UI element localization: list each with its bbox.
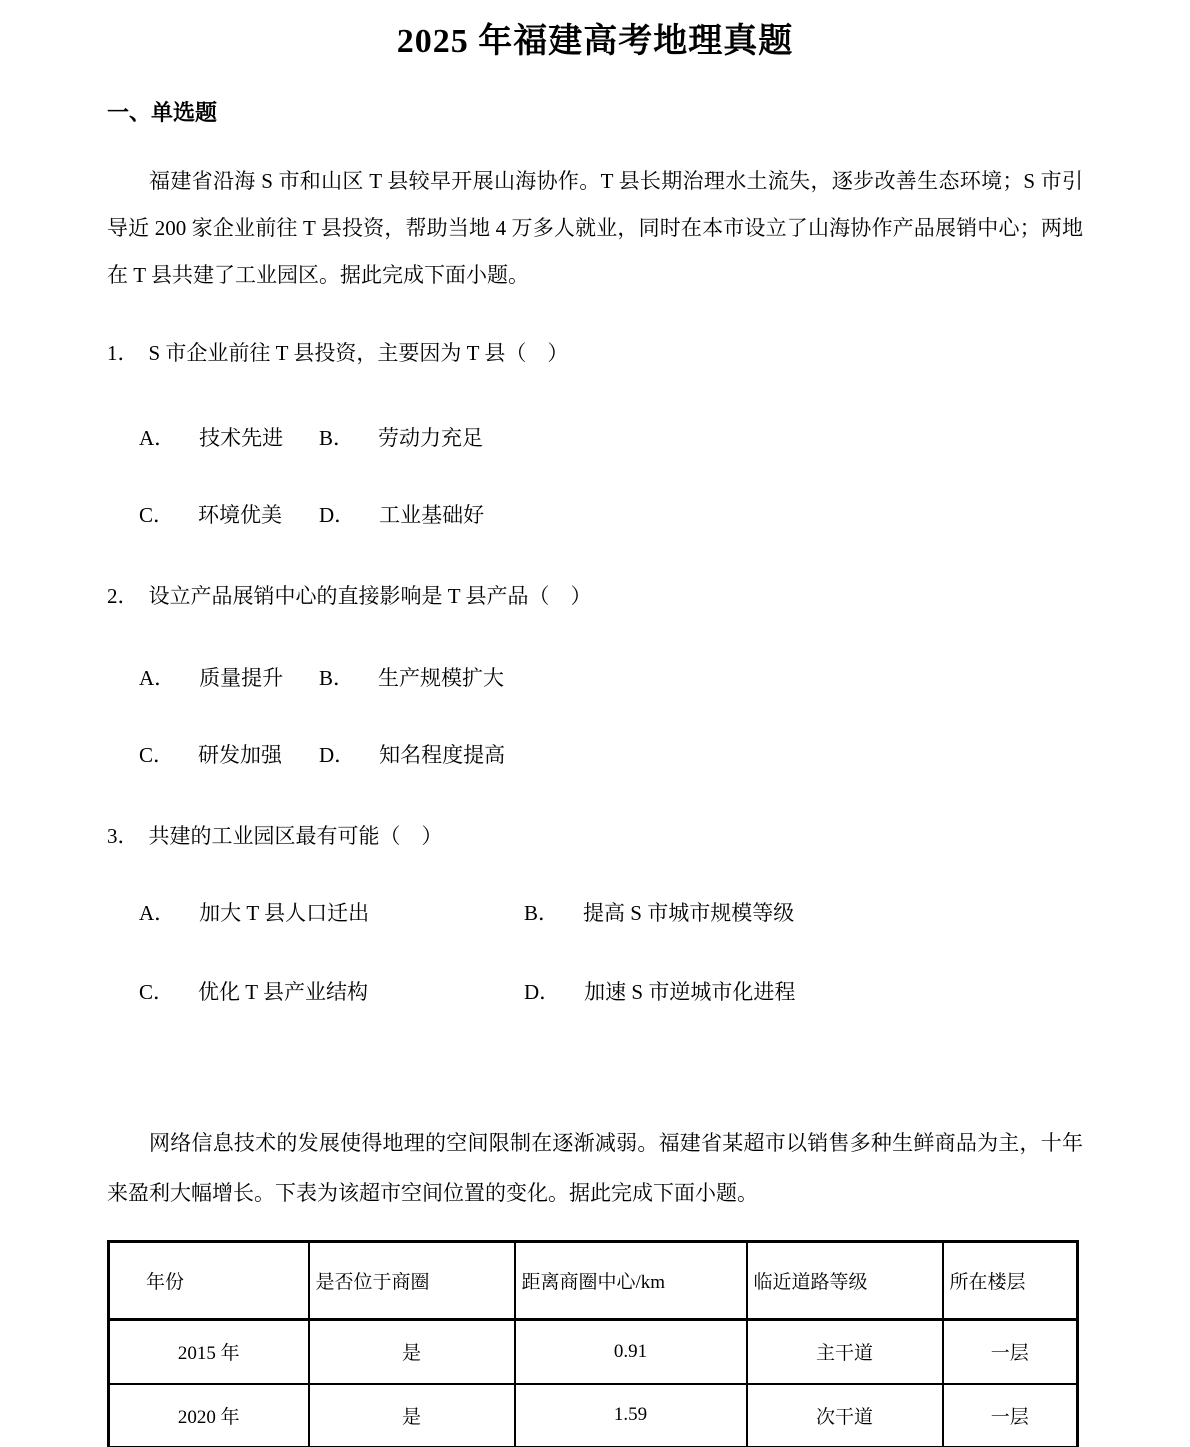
question-2-text: 设立产品展销中心的直接影响是 T 县产品（ ） (148, 584, 592, 608)
option-2b-text: 生产规模扩大 (378, 666, 505, 690)
header-year: 年份 (109, 1242, 309, 1320)
option-2a (139, 664, 319, 692)
question-3-text: 共建的工业园区最有可能（ ） (148, 824, 443, 848)
cell-distance: 0.91 (515, 1320, 747, 1384)
option-3c-label: C． (139, 980, 175, 1004)
option-2c-label: C． (139, 743, 175, 767)
cell-in-district: 是 (309, 1384, 515, 1447)
option-3a-text: 加大 T 县人口迁出 (199, 901, 370, 925)
cell-year: 2015 年 (109, 1320, 309, 1384)
option-1a (139, 424, 319, 452)
question-2-options-cd (139, 741, 1083, 769)
question-3-options-cd (139, 978, 1083, 1006)
option-3c (139, 978, 524, 1006)
table-row-2020 (109, 1384, 1078, 1447)
header-distance-km: 距离商圈中心/km (515, 1242, 747, 1320)
option-3a-label: A． (139, 901, 176, 925)
option-3b (524, 899, 794, 927)
question-3-stem (107, 822, 1083, 850)
option-2b-label: B． (319, 666, 355, 690)
page-title: 2025 年福建高考地理真题 (396, 23, 794, 60)
cell-road: 次干道 (747, 1384, 943, 1447)
header-floor: 所在楼层 (943, 1242, 1078, 1320)
option-1d (319, 501, 484, 529)
question-2-stem (107, 582, 1083, 610)
option-1d-text: 工业基础好 (379, 503, 485, 527)
header-in-business-district: 是否位于商圈 (309, 1242, 515, 1320)
option-2c-text: 研发加强 (198, 743, 283, 767)
option-2d-label: D． (319, 743, 356, 767)
question-1-text: S 市企业前往 T 县投资，主要因为 T 县（ ） (148, 341, 569, 365)
table-row-2015 (109, 1320, 1078, 1384)
question-2-options-ab (139, 664, 1083, 692)
question-2-number: 2． (107, 584, 139, 608)
option-3b-label: B． (524, 901, 560, 925)
header-road-grade: 临近道路等级 (747, 1242, 943, 1320)
cell-distance: 1.59 (515, 1384, 747, 1447)
question-3-number: 3． (107, 824, 139, 848)
question-1-stem (107, 339, 1083, 367)
option-3d (524, 978, 795, 1006)
option-1c-text: 环境优美 (198, 503, 283, 527)
option-2b (319, 664, 504, 692)
question-1-options-ab (139, 424, 1083, 452)
option-3b-text: 提高 S 市城市规模等级 (583, 901, 795, 925)
option-3d-label: D． (524, 980, 561, 1004)
option-2d-text: 知名程度提高 (379, 743, 506, 767)
table-header-row (109, 1242, 1078, 1320)
option-1b-label: B． (319, 426, 355, 450)
option-3d-text: 加速 S 市逆城市化进程 (584, 980, 796, 1004)
option-3c-text: 优化 T 县产业结构 (198, 980, 368, 1004)
option-2c (139, 741, 319, 769)
cell-road: 主干道 (747, 1320, 943, 1384)
cell-floor: 一层 (943, 1384, 1078, 1447)
cell-in-district: 是 (309, 1320, 515, 1384)
passage-1: 福建省沿海 S 市和山区 T 县较早开展山海协作。T 县长期治理水土流失，逐步改善生态环境；S 市引导近 200 家企业前往 T 县投资，帮助当地 4 万多人就业，同时在本市设立了山海协作产品展销中心；两地在 T 县共建了工业园区。据此完成下面小题。 (107, 169, 1083, 287)
question-1-options-cd (139, 501, 1083, 529)
option-1a-label: A． (139, 426, 176, 450)
option-2d (319, 741, 505, 769)
option-1a-text: 技术先进 (199, 426, 284, 450)
cell-year: 2020 年 (109, 1384, 309, 1447)
cell-floor: 一层 (943, 1320, 1078, 1384)
option-1c (139, 501, 319, 529)
option-1b-text: 劳动力充足 (378, 426, 484, 450)
option-3a (139, 899, 524, 927)
option-2a-text: 质量提升 (199, 666, 284, 690)
option-1c-label: C． (139, 503, 175, 527)
question-1-number: 1． (107, 341, 139, 365)
supermarket-location-table (107, 1240, 1079, 1447)
passage-2: 网络信息技术的发展使得地理的空间限制在逐渐减弱。福建省某超市以销售多种生鲜商品为主，十年来盈利大幅增长。下表为该超市空间位置的变化。据此完成下面小题。 (107, 1131, 1083, 1205)
section-heading: 一、单选题 (107, 100, 218, 125)
option-2a-label: A． (139, 666, 176, 690)
question-3-options-ab (139, 899, 1083, 927)
option-1d-label: D． (319, 503, 356, 527)
option-1b (319, 424, 483, 452)
